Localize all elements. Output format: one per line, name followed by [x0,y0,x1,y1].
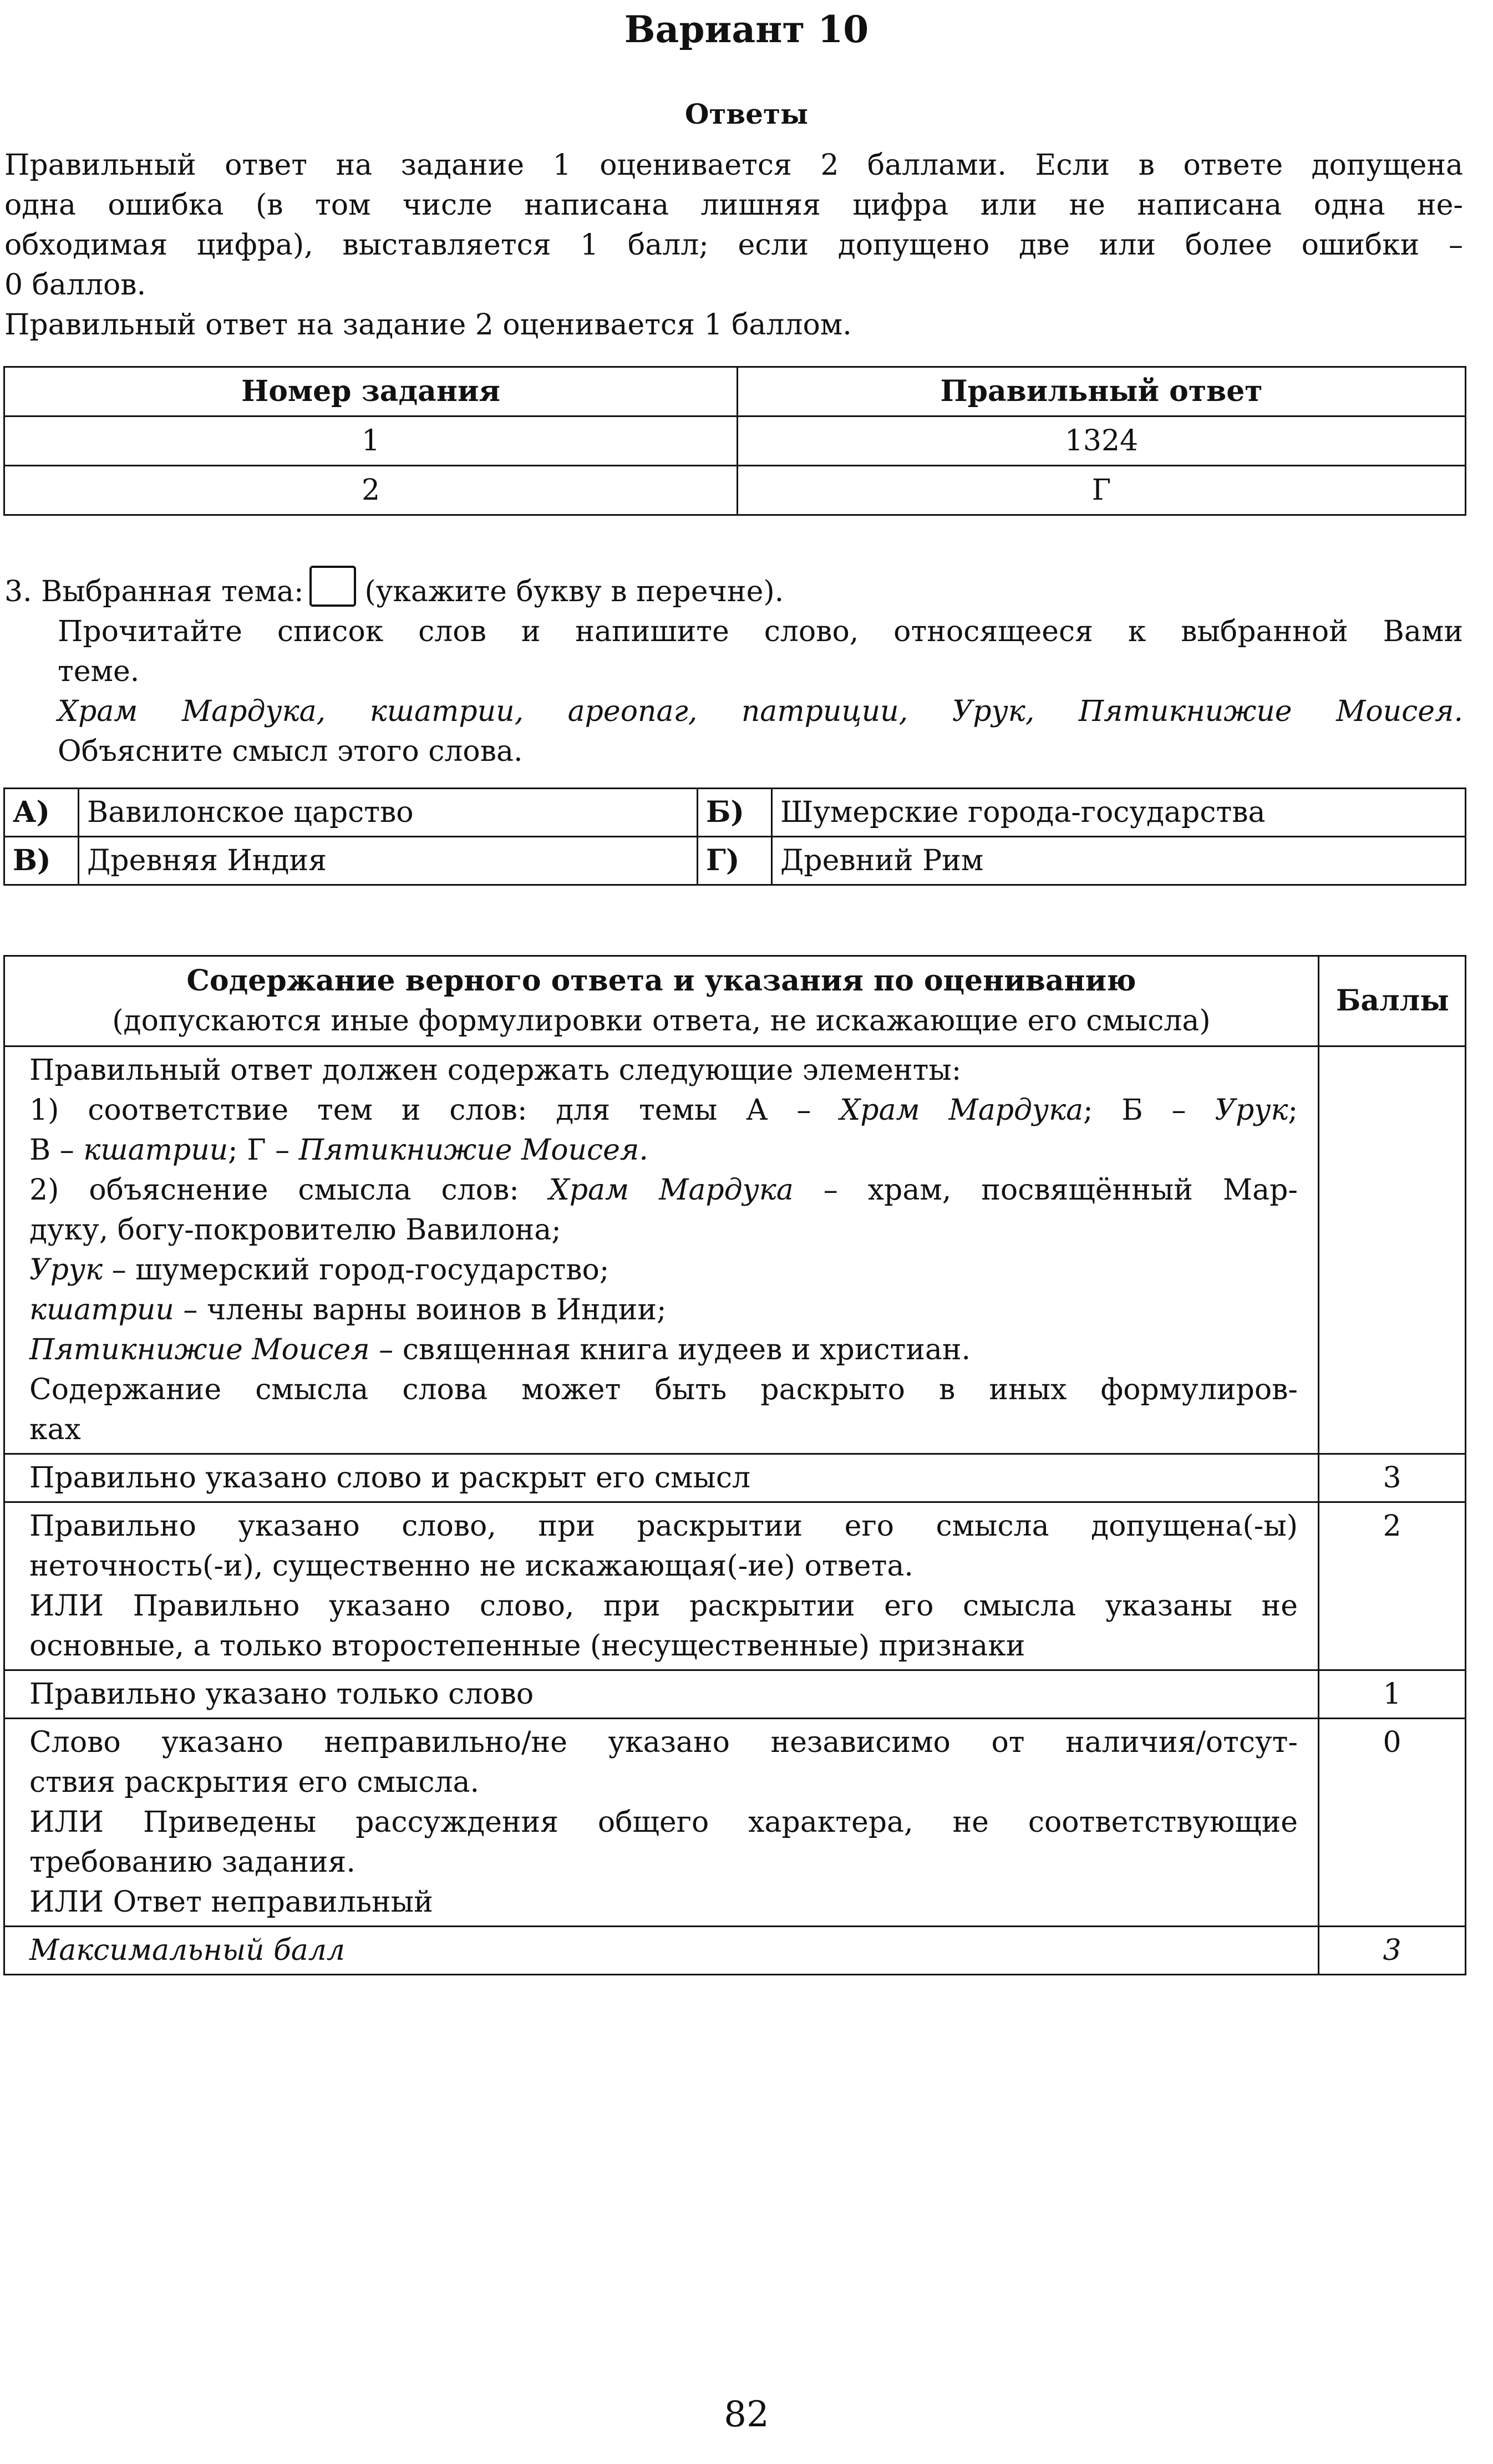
criterion-line: основные, а только второстепенные (несущественные) признаки [29,1629,1025,1663]
task-3-block [4,566,1463,771]
task-3-explain: Объясните смысл этого слова. [58,735,523,768]
max-score-value: 3 [1319,1927,1466,1975]
table-row [4,466,1466,515]
max-score-label: Максимальный балл [4,1927,1319,1975]
criterion-line: Правильно указано слово и раскрыт его смысл [29,1461,750,1495]
score-cell: 0 [1319,1719,1466,1927]
column-header-task-number: Номер задания [4,367,738,416]
answer-line: Содержание смысла слова может быть раскрыто в иных формулиров- [29,1373,1298,1406]
topic-key: В) [4,837,79,885]
topic-key: А) [4,789,79,837]
topic-letter-box[interactable] [309,566,356,607]
table-row [4,837,1466,885]
task-3-prompt-text: 3. Выбранная тема: [4,575,304,608]
intro-line: Правильный ответ на задание 1 оценивается 2 баллами. Если в ответе допущена [4,149,1463,182]
answer-line: Пятикнижие Моисея – священная книга иудеев и христиан. [29,1333,971,1366]
topic-key: Г) [698,837,772,885]
criteria-table [3,955,1466,1975]
task-3-word-list: Храм Мардука, кшатрии, ареопаг, патриции, Урук, Пятикнижие Моисея. [58,695,1463,728]
criteria-header-note: (допускаются иные формулировки ответа, не искажающие его смысла) [112,1004,1211,1038]
task-number-cell: 2 [4,466,738,515]
task-3-instruction-line: Прочитайте список слов и напишите слово, относящееся к выбранной Вами [58,615,1463,648]
topics-table [3,788,1466,886]
score-cell: 1 [1319,1670,1466,1719]
topic-value: Вавилонское царство [79,789,698,837]
correct-answer-cell: Г [738,466,1466,515]
score-header: Баллы [1319,956,1466,1046]
criterion-text [4,1670,1319,1719]
criterion-line: Правильно указано слово, при раскрытии его смысла допущена(-ы) [29,1510,1298,1543]
topic-value: Шумерские города-государства [772,789,1466,837]
column-header-correct-answer: Правильный ответ [738,367,1466,416]
criterion-line: Правильно указано только слово [29,1678,534,1711]
criterion-line: ствия раскрытия его смысла. [29,1766,480,1799]
topic-value: Древний Рим [772,837,1466,885]
score-cell: 2 [1319,1502,1466,1670]
score-cell: 3 [1319,1454,1466,1502]
criterion-line: ИЛИ Ответ неправильный [29,1886,433,1919]
page-number: 82 [724,2394,769,2435]
table-row [4,416,1466,466]
criteria-header-title: Содержание верного ответа и указания по оцениванию [186,964,1136,998]
criterion-text [4,1719,1319,1927]
intro-line: Правильный ответ на задание 2 оценивается 1 баллом. [4,308,852,342]
section-title-answers: Ответы [684,98,809,130]
page-title: Вариант 10 [624,8,869,51]
answer-line: Правильный ответ должен содержать следующие элементы: [29,1054,962,1087]
score-cell-empty [1319,1046,1466,1454]
criterion-text [4,1454,1319,1502]
table-row [4,1927,1466,1975]
answer-line: В – кшатрии; Г – Пятикнижие Моисея. [29,1134,648,1167]
criterion-line: ИЛИ Приведены рассуждения общего характера, не соответствующие [29,1806,1298,1839]
table-row [4,1454,1466,1502]
topic-key: Б) [698,789,772,837]
criterion-line: Слово указано неправильно/не указано независимо от наличия/отсут- [29,1726,1298,1759]
answer-line: 1) соответствие тем и слов: для темы А – Храм Мардука; Б – Урук; [29,1094,1298,1127]
correct-answer-content [4,1046,1319,1454]
criterion-line: неточность(-и), существенно не искажающая(-ие) ответа. [29,1549,913,1583]
answers-table [3,366,1466,516]
task-number-cell: 1 [4,416,738,466]
intro-line: обходимая цифра), выставляется 1 балл; если допущено две или более ошибки – [4,228,1463,262]
answer-line: дуку, богу-покровителю Вавилона; [29,1213,561,1247]
task-3-prompt [4,566,1463,612]
answer-line: Урук – шумерский город-государство; [29,1253,610,1287]
criterion-text [4,1502,1319,1670]
table-row [4,1502,1466,1670]
criterion-line: ИЛИ Правильно указано слово, при раскрытии его смысла указаны не [29,1589,1298,1623]
topic-value: Древняя Индия [79,837,698,885]
intro-paragraph [4,145,1463,345]
answer-line: ках [29,1413,81,1446]
intro-line: 0 баллов. [4,268,146,302]
table-row [4,1046,1466,1454]
task-3-prompt-hint: (укажите букву в перечне). [364,575,784,608]
intro-line: одна ошибка (в том числе написана лишняя цифра или не написана одна не- [4,189,1463,222]
table-row [4,1670,1466,1719]
answer-line: кшатрии – члены варны воинов в Индии; [29,1293,667,1327]
criterion-line: требованию задания. [29,1846,356,1879]
table-row [4,1719,1466,1927]
table-header-row [4,367,1466,416]
correct-answer-cell: 1324 [738,416,1466,466]
table-row [4,789,1466,837]
table-header-row [4,956,1466,1046]
answer-line: 2) объяснение смысла слов: Храм Мардука – храм, посвящённый Мар- [29,1173,1298,1207]
task-3-instruction-line: теме. [58,655,140,688]
criteria-header [4,956,1319,1046]
